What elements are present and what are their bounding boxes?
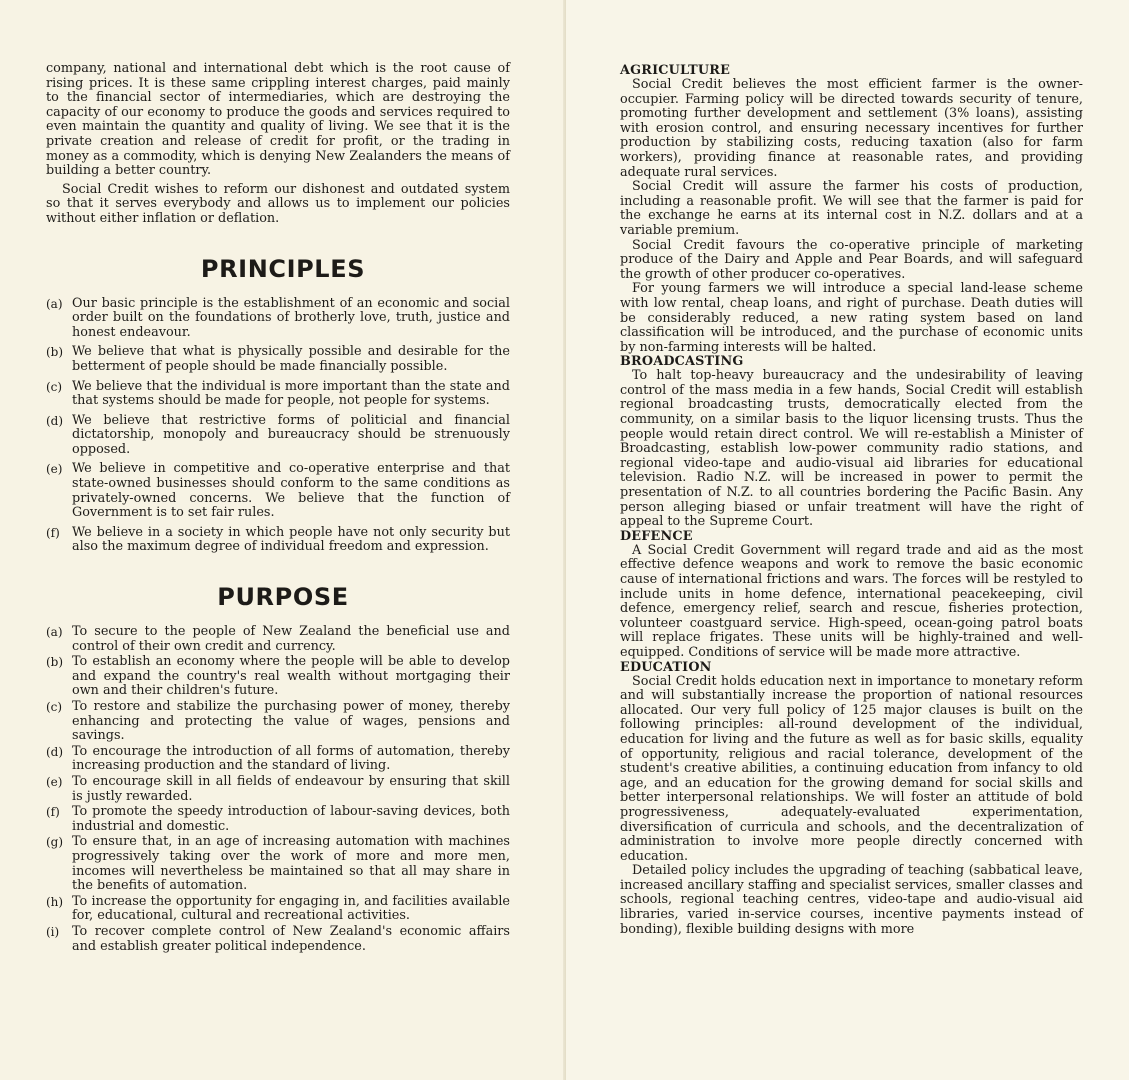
item-marker: (a) <box>46 296 63 311</box>
item-text: We believe that what is physically possible and desirable for the betterment of people should be made financially possible. <box>72 344 510 374</box>
list-item <box>46 835 550 893</box>
item-marker: (b) <box>46 345 64 360</box>
item-text: To secure to the people of New Zealand the beneficial use and control of their own credit and currency. <box>72 624 510 654</box>
list-item <box>46 414 550 458</box>
item-text: To ensure that, in an age of increasing automation with machines progressively taking over the work of more and more men, incomes will nevertheless be maintained so that all may share in the benefits of automation. <box>72 834 510 894</box>
list-item <box>46 345 550 374</box>
list-item <box>46 655 550 699</box>
broadcasting-title: BROADCASTING <box>620 354 744 370</box>
item-text: We believe in competitive and co-operative enterprise and that state-owned businesses should conform to the same conditions as privately-owned concerns. We believe that the function of Government is to set fair rules. <box>72 461 510 521</box>
item-text: To encourage the introduction of all forms of automation, thereby increasing production and the standard of living. <box>72 743 510 774</box>
item-marker: (c) <box>46 379 63 394</box>
item-text: To encourage skill in all fields of endeavour by ensuring that skill is justly rewarded. <box>72 773 510 804</box>
item-marker: (d) <box>46 413 64 428</box>
item-text: To increase the opportunity for engaging in, and facilities available for, educational, cultural and recreational activities. <box>72 893 510 924</box>
purpose-list <box>46 625 550 954</box>
agriculture-paragraph: Social Credit will assure the farmer his costs of production, including a reasonable profit. We will see that the farmer is paid for the exchange he earns at its internal cost in N.Z. dollars and at a variable premium. <box>620 179 1083 238</box>
item-marker: (h) <box>46 894 64 909</box>
item-marker: (b) <box>46 655 64 670</box>
education-paragraph: Detailed policy includes the upgrading of teaching (sabbatical leave, increased ancillary staffing and specialist services, smaller classes and schools, regional teaching centres, video-tape and audio-visual aid libraries, varied in-service courses, incentive payments instead of bonding), flexible building designs with more <box>620 863 1083 937</box>
item-marker: (f) <box>46 525 60 540</box>
item-marker: (c) <box>46 700 63 714</box>
item-marker: (a) <box>46 625 63 640</box>
education-paragraph: Social Credit holds education next in importance to monetary reform and will substantially increase the proportion of national resources allocated. Our very full policy of 125 major clauses is built on the following principles: all-round development of the individual, education for living and the future as well as for basic skills, equality of opportunity, religious and racial tolerance, development of the student's creative abilities, a continuing education from infancy to old age, and an education for the growing demand for social skills and better interpersonal relationships. We will foster an attitude of bold progressiveness, adequately-evaluated experimentation, diversification of curricula and schools, and the decentralization of administration to involve more people directly concerned with education. <box>620 673 1083 864</box>
item-text: We believe in a society in which people have not only security but also the maximum degree of individual freedom and expression. <box>72 524 510 555</box>
agriculture-paragraph: Social Credit believes the most efficient farmer is the owner-occupier. Farming policy will be directed towards security of tenure, promoting further development and settlement (3% loans), assisting with erosion control, and ensuring necessary incentives for further production by stabilizing costs, reducing taxation (also for farm workers), providing finance at reasonable rates, and providing adequate rural services. <box>620 77 1083 180</box>
intro-paragraph: Social Credit wishes to reform our dishonest and outdated system so that it serves everybody and allows us to implement our policies without either inflation or deflation. <box>46 181 510 226</box>
principles-heading: PRINCIPLES <box>200 254 366 283</box>
agriculture-section <box>620 64 1083 355</box>
broadcasting-section <box>620 355 1083 530</box>
item-text: To establish an economy where the people will be able to develop and expand the country's real wealth without mortgaging their own and their children's future. <box>72 654 510 699</box>
defence-paragraph: A Social Credit Government will regard trade and aid as the most effective defence weapons and work to remove the basic economic cause of international frictions and wars. The forces will be restyled to include units in home defence, international peacekeeping, civil defence, emergency relief, search and rescue, fisheries protection, volunteer coastguard service. High-speed, ocean-going patrol boats will replace frigates. These units will be highly-trained and well-equipped. Conditions of service will be made more attractive. <box>620 542 1083 660</box>
item-marker: (e) <box>46 462 63 477</box>
list-item <box>46 297 550 341</box>
list-item <box>46 625 550 654</box>
list-item <box>46 925 550 954</box>
item-marker: (i) <box>46 924 60 939</box>
list-item <box>46 462 550 520</box>
defence-title: DEFENCE <box>620 528 693 544</box>
intro-paragraph: company, national and international debt which is the root cause of rising prices. It is these same crippling interest charges, paid mainly to the financial sector of intermediaries, which are destroying the capacity of our economy to produce the goods and services required to even maintain the quantity and quality of living. We see that it is the private creation and release of credit for profit, or the trading in money as a commodity, which is denying New Zealanders the means of building a better country. <box>46 61 510 179</box>
list-item <box>46 745 550 774</box>
item-text: We believe that the individual is more important than the state and that systems should be made for people, not people for systems. <box>72 378 510 409</box>
item-text: To promote the speedy introduction of labour-saving devices, both industrial and domestic. <box>72 804 510 834</box>
right-page <box>566 0 1129 1080</box>
defence-section <box>620 530 1083 661</box>
item-text: To recover complete control of New Zealand's economic affairs and establish greater political independence. <box>72 923 510 954</box>
item-text: Our basic principle is the establishment of an economic and social order built on the foundations of brotherly love, truth, justice and honest endeavour. <box>72 295 510 340</box>
purpose-heading: PURPOSE <box>217 583 349 612</box>
agriculture-paragraph: Social Credit favours the co-operative principle of marketing produce of the Dairy and Apple and Pear Boards, and will safeguard the growth of other producer co-operatives. <box>620 237 1083 282</box>
list-item <box>46 895 550 924</box>
item-marker: (d) <box>46 744 64 759</box>
list-item <box>46 526 550 555</box>
list-item <box>46 380 550 409</box>
agriculture-paragraph: For young farmers we will introduce a special land-lease scheme with low rental, cheap loans, and right of purchase. Death duties will be considerably reduced, a new rating system based on land classification will be introduced, and the purchase of economic units by non-farming interests will be halted. <box>620 281 1083 355</box>
item-text: To restore and stabilize the purchasing power of money, thereby enhancing and protecting the value of wages, pensions and savings. <box>72 699 510 744</box>
intro-section <box>46 62 550 227</box>
education-title: EDUCATION <box>620 659 712 675</box>
principles-list <box>46 297 550 556</box>
agriculture-title: AGRICULTURE <box>620 63 731 78</box>
item-text: We believe that restrictive forms of politicial and financial dictatorship, monopoly and bureaucracy should be strenuously opposed. <box>72 412 510 457</box>
list-item <box>46 700 550 744</box>
education-section <box>620 661 1083 938</box>
broadcasting-paragraph: To halt top-heavy bureaucracy and the undesirability of leaving control of the mass media in a few hands, Social Credit will establish regional broadcasting trusts, democratically elected from the community, on a similar basis to the liquor licensing trusts. Thus the people would retain direct control. We will re-establish a Minister of Broadcasting, establish low-power community radio stations, and regional video-tape and audio-visual aid libraries for educational television. Radio N.Z. will be increased in power to permit the presentation of N.Z. to all countries bordering the Pacific Basin. Any person alleging biased or unfair treatment will have the right of appeal to the Supreme Court. <box>620 368 1083 530</box>
item-marker: (e) <box>46 774 63 789</box>
item-marker: (g) <box>46 835 64 850</box>
item-marker: (f) <box>46 805 60 820</box>
list-item <box>46 775 550 804</box>
list-item <box>46 805 550 834</box>
